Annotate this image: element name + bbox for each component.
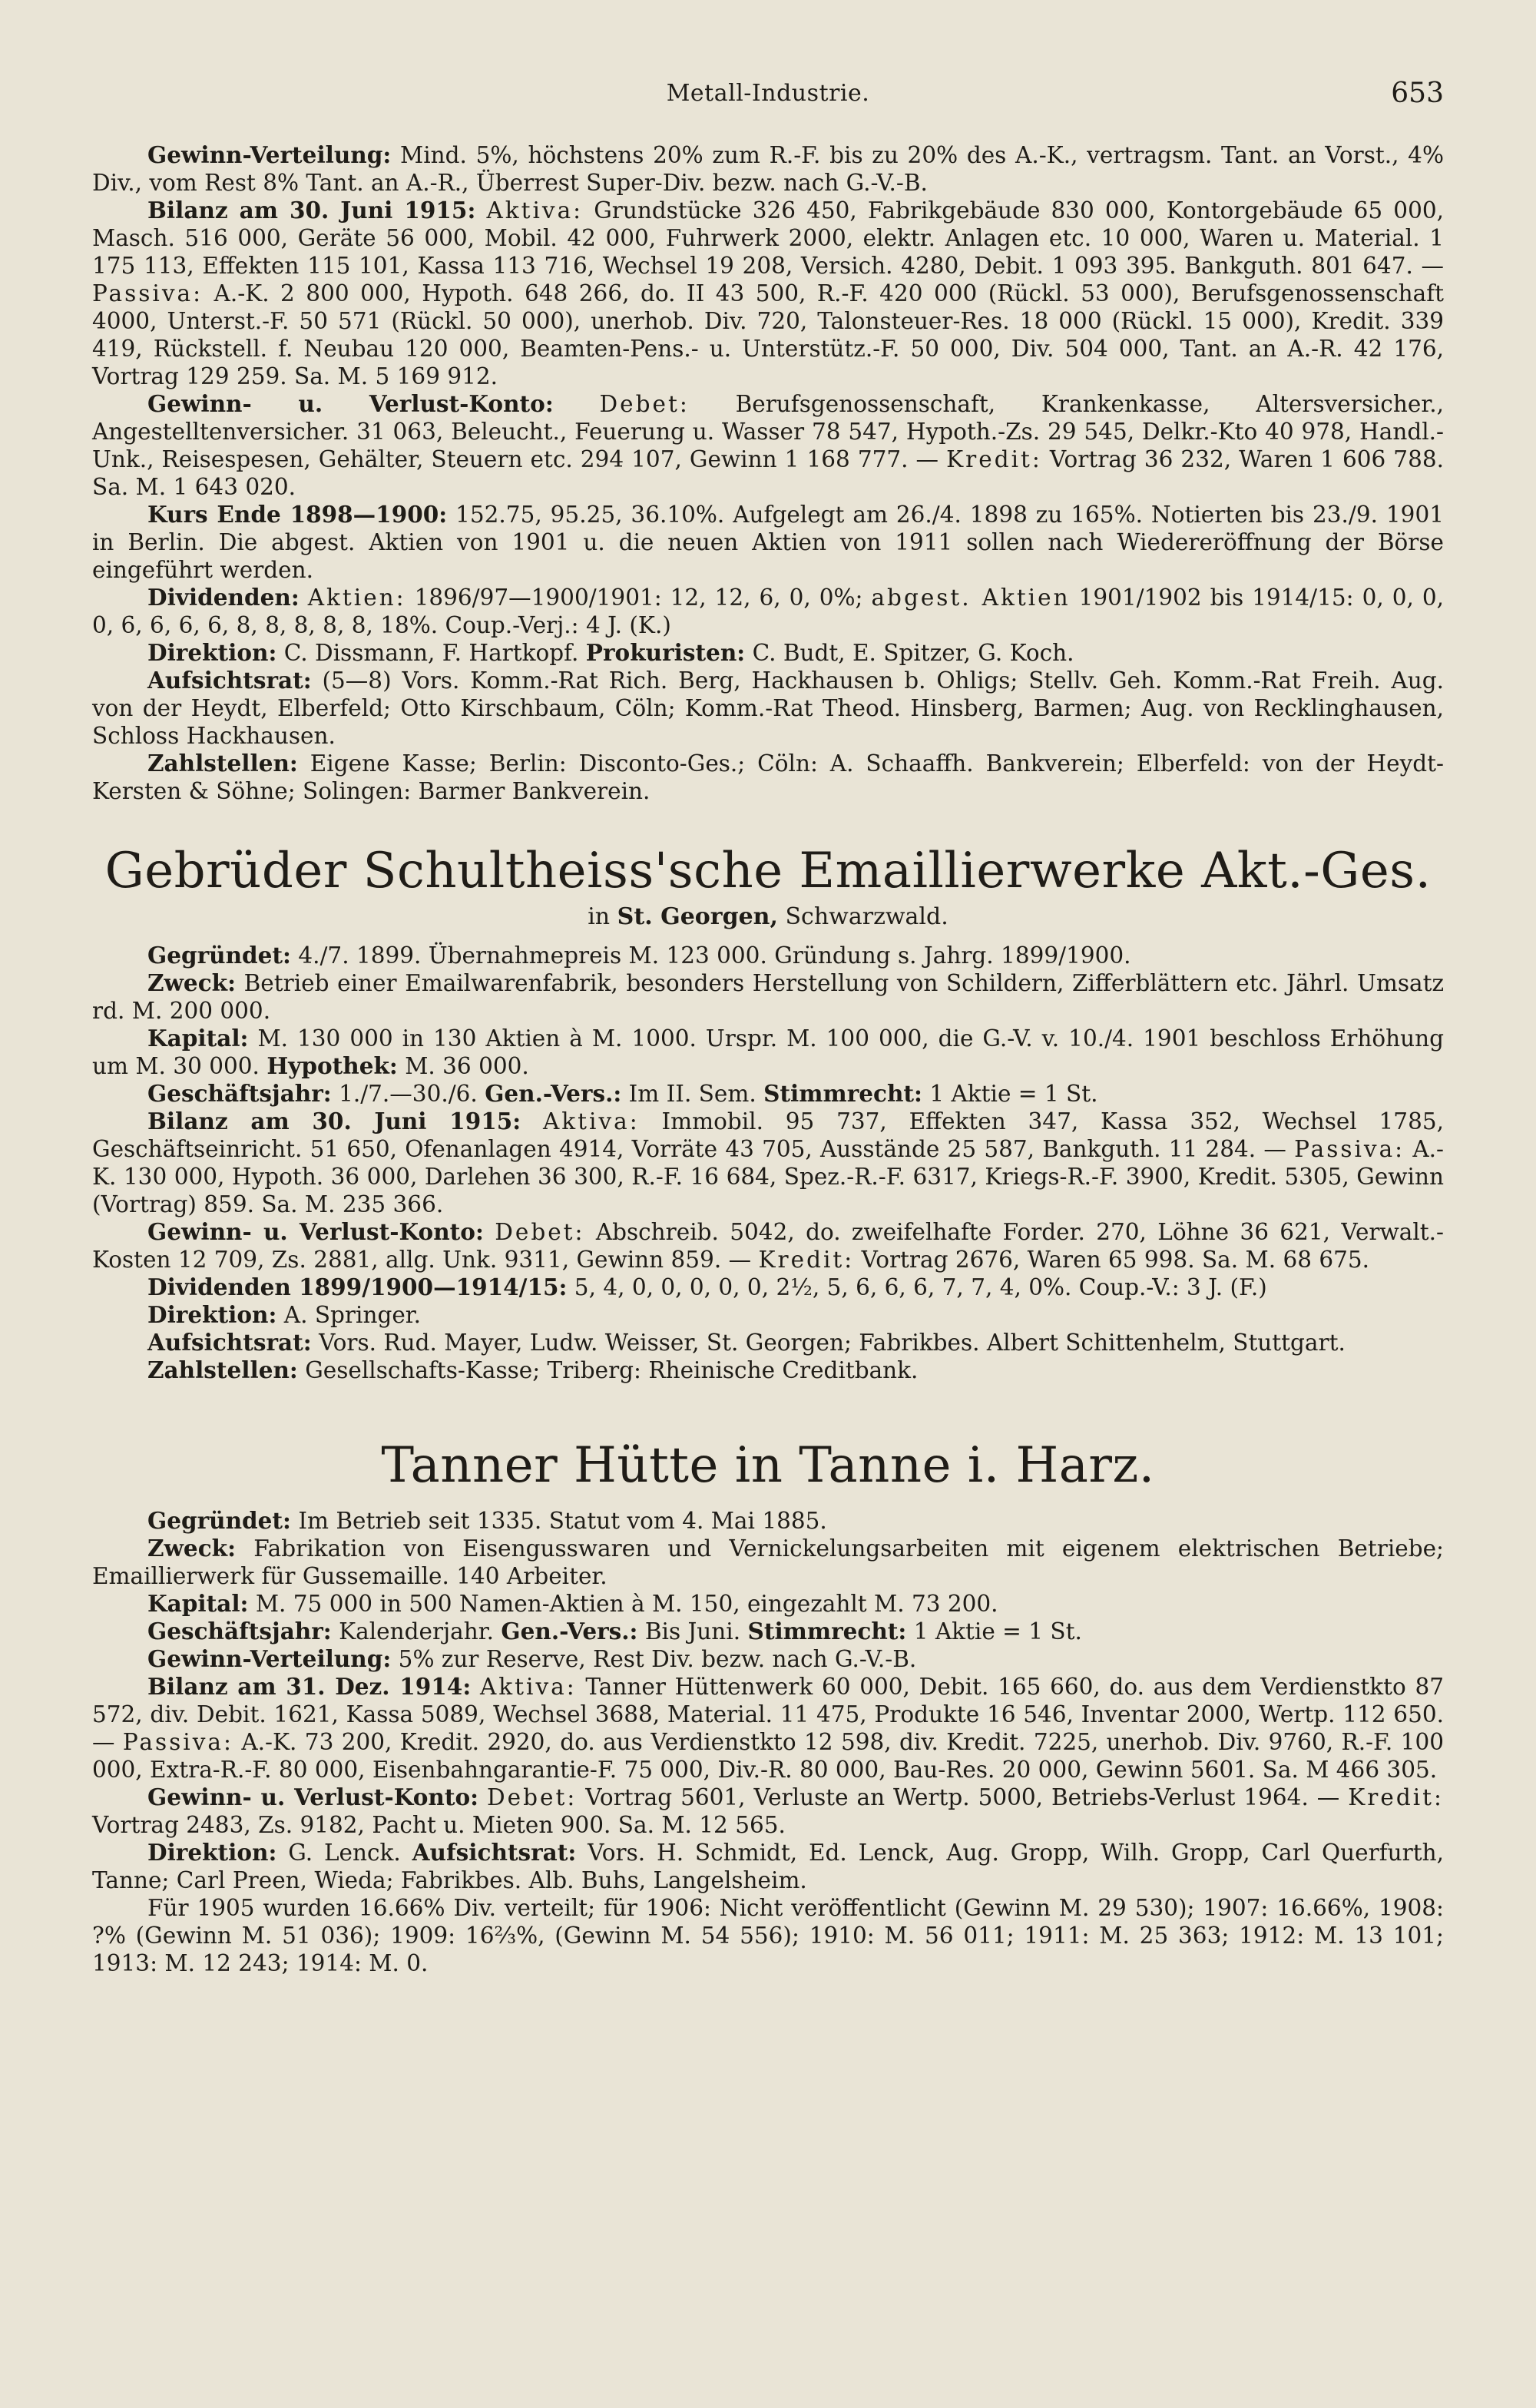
direktion-entry — [92, 1839, 1444, 1894]
entry-text: Gesellschafts-Kasse; Triberg: Rheinische Creditbank. — [305, 1357, 919, 1383]
geschaeftsjahr-entry — [92, 1080, 1444, 1108]
gegruendet-entry — [92, 1507, 1444, 1535]
kurs-entry — [92, 501, 1444, 584]
zahlstellen-entry — [92, 1356, 1444, 1384]
stimmrecht-text: 1 Aktie = 1 St. — [929, 1081, 1098, 1107]
gewinn-verlust-entry — [92, 1218, 1444, 1274]
debet-label: Debet: — [495, 1219, 585, 1245]
aktiva-text: Grundstücke 326 450, Fabrikgebäude 830 000, Kontorgebäude 65 000, Masch. 516 000, Geräte 56 000, Mobil. 42 000, Fuhrwerk 2000, elektr. Anlagen etc. 10 000, Waren u. Material. 1 175 113, Effekten 115 101, Kassa 113 716, Wechsel 19 208, Versich. 4280, Debit. 1 093 395. Bankguth. 801 647. — — [92, 197, 1444, 279]
hypothek-label: Hypothek: — [266, 1052, 398, 1079]
entry-label: Direktion: — [147, 639, 277, 666]
kredit-label: Kredit: — [946, 446, 1042, 472]
entry-text: 4./7. 1899. Übernahmepreis M. 123 000. Gründung s. Jahrg. 1899/1900. — [298, 942, 1131, 969]
gewinn-verlust-entry — [92, 390, 1444, 501]
entry-label: Aufsichtsrat: — [147, 1329, 312, 1356]
passiva-label: Passiva: — [92, 280, 204, 306]
genvers-label: Gen.-Vers.: — [485, 1080, 622, 1107]
stimmrecht-label: Stimmrecht: — [747, 1618, 907, 1645]
zweck-entry — [92, 969, 1444, 1025]
abgest-label: abgest. Aktien — [871, 585, 1071, 611]
entry-label: Kapital: — [147, 1025, 249, 1052]
location-region: Schwarzwald. — [785, 903, 948, 930]
entry-label: Zahlstellen: — [147, 1356, 298, 1383]
direktion-entry — [92, 639, 1444, 667]
dividenden-entry — [92, 584, 1444, 639]
entry-label: Direktion: — [147, 1839, 277, 1866]
prokuristen-label: Prokuristen: — [585, 639, 746, 666]
entry-text: Eigene Kasse; Berlin: Disconto-Ges.; Cöln: A. Schaaffh. Bankverein; Elberfeld: von der Heydt-Kersten & Söhne; Solingen: Barmer Bankverein. — [92, 750, 1444, 804]
bilanz-entry — [92, 1673, 1444, 1784]
genvers-label: Gen.-Vers.: — [501, 1618, 638, 1645]
aktien-label: Aktien: — [307, 585, 406, 611]
location-in: in — [588, 903, 611, 930]
aktiva-label: Aktiva: — [486, 197, 584, 224]
debet-label: Debet: — [599, 391, 690, 417]
entry-label: Dividenden 1899/1900—1914/15: — [147, 1274, 568, 1300]
entry-text: M. 75 000 in 500 Namen-Aktien à M. 150, eingezahlt M. 73 200. — [255, 1591, 998, 1617]
entry-label: Bilanz am 30. Juni 1915: — [147, 1108, 521, 1134]
passiva-text: A.-K. 2 800 000, Hypoth. 648 266, do. II 43 500, R.-F. 420 000 (Rückl. 53 000), Berufsgenossenschaft 4000, Unterst.-F. 50 571 (Rückl. 50 000), unerhob. Div. 720, Talonsteuer-Res. 18 000 (Rückl. 15 000), Kredit. 339 419, Rückstell. f. Neubau 120 000, Beamten-Pens.- u. Unterstütz.-F. 50 000, Div. 504 000, Tant. an A.-R. 42 176, Vortrag 129 259. Sa. M. 5 169 912. — [92, 280, 1444, 389]
entry-text: Fabrikation von Eisengusswaren und Vernickelungsarbeiten mit eigenem elektrischen Betriebe; Emaillierwerk für Gussemaille. 140 Arbeiter. — [92, 1535, 1444, 1589]
entry-label: Gewinn- u. Verlust-Konto: — [147, 390, 554, 417]
dividenden-entry — [92, 1274, 1444, 1301]
aktiva-label: Aktiva: — [479, 1674, 577, 1700]
aufsichtsrat-text: Vors. H. Schmidt, Ed. Lenck, Aug. Gropp, Wilh. Gropp, Carl Querfurth, Tanne; Carl Preen, Wieda; Fabrikbes. Alb. Buhs, Langelsheim. — [92, 1840, 1444, 1893]
entry-text: 5, 4, 0, 0, 0, 0, 0, 2½, 5, 6, 6, 6, 7, 7, 4, 0%. Coup.-V.: 3 J. (F.) — [574, 1274, 1267, 1300]
entry-label: Dividenden: — [147, 584, 300, 611]
debet-text: Vortrag 5601, Verluste an Wertp. 5000, Betriebs-Verlust 1964. — — [585, 1784, 1340, 1810]
entry-label: Gewinn- u. Verlust-Konto: — [147, 1218, 484, 1245]
entry-text: Mind. 5%, höchstens 20% zum R.-F. bis zu 20% des A.-K., vertragsm. Tant. an Vorst., 4% Div., vom Rest 8% Tant. an A.-R., Überrest Super-Div. bezw. nach G.-V.-B. — [92, 142, 1444, 196]
aktiva-text: Tanner Hüttenwerk 60 000, Debit. 165 660, do. aus dem Verdienstkto 87 572, div. Debit. 1621, Kassa 5089, Wechsel 3688, Material. 11 475, Produkte 16 546, Inventar 2000, Wertp. 112 650. — — [92, 1674, 1444, 1755]
gewinn-verteilung-entry — [92, 1645, 1444, 1673]
entry-label: Gewinn- u. Verlust-Konto: — [147, 1784, 479, 1810]
passiva-label: Passiva: — [122, 1729, 233, 1755]
entry-label: Gegründet: — [147, 942, 291, 969]
page-number: 653 — [1391, 78, 1444, 109]
entry-text: G. Lenck. — [288, 1840, 401, 1866]
genvers-text: Im II. Sem. — [628, 1081, 756, 1107]
debet-text: Abschreib. 5042, do. zweifelhafte Forder. 270, Löhne 36 621, Verwalt.-Kosten 12 709, Zs. 2881, allg. Unk. 9311, Gewinn 859. — — [92, 1219, 1444, 1273]
entry-label: Gewinn-Verteilung: — [147, 141, 392, 168]
entry-label: Geschäftsjahr: — [147, 1080, 332, 1107]
geschaeftsjahr-entry — [92, 1618, 1444, 1645]
kredit-label: Kredit: — [1348, 1784, 1444, 1810]
kredit-label: Kredit: — [758, 1247, 855, 1273]
kapital-entry — [92, 1590, 1444, 1618]
kredit-text: Vortrag 2676, Waren 65 998. Sa. M. 68 675. — [861, 1247, 1370, 1273]
entry-label: Zweck: — [147, 969, 236, 996]
entry-text: (5—8) Vors. Komm.-Rat Rich. Berg, Hackhausen b. Ohligs; Stellv. Geh. Komm.-Rat Freih. Aug. von der Heydt, Elberfeld; Otto Kirschbaum, Cöln; Komm.-Rat Theod. Hinsberg, Barmen; Aug. von Recklinghausen, Schloss Hackhausen. — [92, 667, 1444, 749]
entry-text: 1./7.—30./6. — [339, 1081, 478, 1107]
dividends-note: Für 1905 wurden 16.66% Div. verteilt; für 1906: Nicht veröffentlicht (Gewinn M. 29 530); 1907: 16.66%, 1908: ?% (Gewinn M. 51 036); 1909: 16⅔%, (Gewinn M. 54 556); 1910: M. 56 011; 1911: M. 25 363; 1912: M. 13 101; 1913: M. 12 243; 1914: M. 0. — [92, 1895, 1444, 1976]
company-location — [92, 903, 1444, 931]
zahlstellen-entry — [92, 750, 1444, 805]
prokuristen-text: C. Budt, E. Spitzer, G. Koch. — [752, 640, 1074, 666]
entry-text: 1896/97—1900/1901: 12, 12, 6, 0, 0%; — [414, 585, 863, 611]
stimmrecht-label: Stimmrecht: — [763, 1080, 922, 1107]
entry-text: 5% zur Reserve, Rest Div. bezw. nach G.-V.-B. — [398, 1646, 917, 1672]
entry-text: Vors. Rud. Mayer, Ludw. Weisser, St. Georgen; Fabrikbes. Albert Schittenhelm, Stuttgart. — [319, 1330, 1346, 1356]
entry-text: 152.75, 95.25, 36.10%. Aufgelegt am 26./4. 1898 zu 165%. Notierten bis 23./9. 1901 in Berlin. Die abgest. Aktien von 1901 u. die neuen Aktien von 1911 sollen nach Wiedereröffnung der Börse eingeführt werden. — [92, 502, 1444, 583]
hypothek-text: M. 36 000. — [405, 1053, 529, 1079]
entry-text: Kalenderjahr. — [339, 1618, 495, 1645]
passiva-text: A.-K. 73 200, Kredit. 2920, do. aus Verdienstkto 12 598, div. Kredit. 7225, unerhob. Div. 9760, R.-F. 100 000, Extra-R.-F. 80 000, Eisenbahngarantie-F. 75 000, Div.-R. 80 000, Bau-Res. 20 000, Gewinn 5601. Sa. M 466 305. — [92, 1729, 1444, 1783]
entry-label: Geschäftsjahr: — [147, 1618, 332, 1645]
entry-label: Aufsichtsrat: — [147, 667, 312, 694]
entry-label: Bilanz am 31. Dez. 1914: — [147, 1673, 472, 1700]
document-page — [92, 0, 1444, 1977]
aufsichtsrat-entry — [92, 1329, 1444, 1356]
location-place: St. Georgen, — [617, 903, 778, 930]
aktiva-label: Aktiva: — [542, 1108, 640, 1134]
entry-label: Kurs Ende 1898—1900: — [147, 501, 448, 528]
gewinn-verteilung-entry — [92, 141, 1444, 197]
entry-text: Betrieb einer Emailwarenfabrik, besonders Herstellung von Schildern, Zifferblättern etc. Jährl. Umsatz rd. M. 200 000. — [92, 970, 1444, 1024]
entry-label: Gegründet: — [147, 1507, 291, 1534]
entry-label: Gewinn-Verteilung: — [147, 1645, 392, 1672]
entry-label: Direktion: — [147, 1301, 277, 1328]
direktion-entry — [92, 1301, 1444, 1329]
stimmrecht-text: 1 Aktie = 1 St. — [913, 1618, 1082, 1645]
aufsichtsrat-entry — [92, 667, 1444, 750]
kapital-entry — [92, 1025, 1444, 1080]
section-title: Metall-Industrie. — [666, 80, 870, 107]
gewinn-verlust-entry — [92, 1784, 1444, 1839]
aufsichtsrat-label: Aufsichtsrat: — [412, 1839, 577, 1866]
zweck-entry — [92, 1535, 1444, 1590]
entry-text: Im Betrieb seit 1335. Statut vom 4. Mai 1885. — [298, 1508, 827, 1534]
kredit-text: Vortrag 36 232, Waren 1 606 788. Sa. M. 1 643 020. — [92, 446, 1444, 500]
company-title: Tanner Hütte in Tanne i. Harz. — [381, 1437, 1155, 1494]
passiva-label: Passiva: — [1294, 1136, 1405, 1162]
entry-label: Kapital: — [147, 1590, 249, 1617]
bilanz-entry — [92, 197, 1444, 390]
company-title: Gebrüder Schultheiss'sche Emaillierwerke Akt.-Ges. — [104, 843, 1432, 899]
entry-label: Bilanz am 30. Juni 1915: — [147, 197, 476, 224]
entry-label: Zweck: — [147, 1535, 236, 1562]
entry-text: A. Springer. — [283, 1302, 422, 1328]
debet-label: Debet: — [487, 1784, 578, 1810]
gegruendet-entry — [92, 942, 1444, 969]
entry-text: C. Dissmann, F. Hartkopf. — [283, 640, 579, 666]
genvers-text: Bis Juni. — [644, 1618, 741, 1645]
debet-text: Berufsgenossenschaft, Krankenkasse, Altersversicher., Angestelltenversicher. 31 063, Beleucht., Feuerung u. Wasser 78 547, Hypoth.-Zs. 29 545, Delkr.-Kto 40 978, Handl.-Unk., Reisespesen, Gehälter, Steuern etc. 294 107, Gewinn 1 168 777. — — [92, 391, 1444, 472]
bilanz-entry — [92, 1108, 1444, 1218]
entry-label: Zahlstellen: — [147, 750, 298, 777]
running-header — [92, 80, 1444, 118]
aktiva-text: Immobil. 95 737, Effekten 347, Kassa 352, Wechsel 1785, Geschäftseinricht. 51 650, Ofenanlagen 4914, Vorräte 43 705, Ausstände 25 587, Bankguth. 11 284. — — [92, 1108, 1444, 1162]
entry-text: 1901/1902 bis 1914/15: 0, 0, 0, 0, 6, 6, 6, 6, 8, 8, 8, 8, 8, 18%. Coup.-Verj.: 4 J. (K.) — [92, 585, 1444, 638]
entry-text: M. 130 000 in 130 Aktien à M. 1000. Urspr. M. 100 000, die G.-V. v. 10./4. 1901 beschloss Erhöhung um M. 30 000. — [92, 1025, 1444, 1079]
passiva-text: A.-K. 130 000, Hypoth. 36 000, Darlehen 36 300, R.-F. 16 684, Spez.-R.-F. 6317, Kriegs-R.-F. 3900, Kredit. 5305, Gewinn (Vortrag) 859. Sa. M. 235 366. — [92, 1136, 1444, 1217]
kredit-text: Vortrag 2483, Zs. 9182, Pacht u. Mieten 900. Sa. M. 12 565. — [92, 1812, 786, 1838]
